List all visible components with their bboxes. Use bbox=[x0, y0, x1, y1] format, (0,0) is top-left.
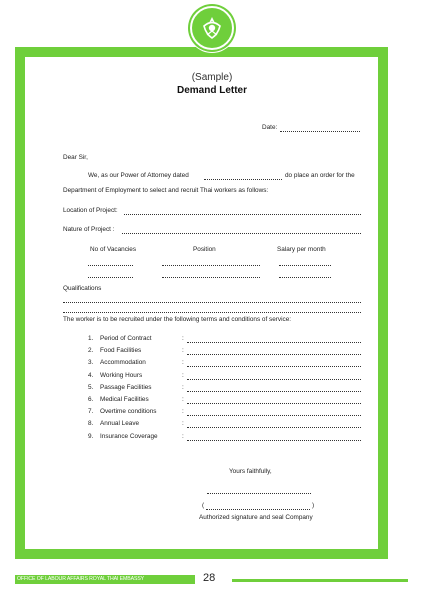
footer-rule bbox=[232, 579, 408, 582]
printed-name-field[interactable] bbox=[206, 509, 310, 510]
term-colon: : bbox=[182, 396, 184, 403]
term-value-field[interactable] bbox=[187, 440, 361, 441]
term-number: 5. bbox=[88, 383, 94, 391]
intro-line1-prefix: We, as our Power of Attorney dated bbox=[88, 172, 189, 179]
position-header: Position bbox=[193, 246, 216, 253]
term-value-field[interactable] bbox=[187, 366, 361, 367]
term-colon: : bbox=[182, 347, 184, 355]
term-colon: : bbox=[182, 371, 184, 379]
term-label: Annual Leave bbox=[100, 420, 140, 428]
page-title: Demand Letter bbox=[176, 85, 247, 96]
date-label: Date: bbox=[262, 124, 278, 131]
nature-label: Nature of Project : bbox=[63, 226, 115, 233]
term-colon: : bbox=[182, 359, 184, 367]
term-label: Accommodation bbox=[100, 359, 146, 367]
position-field-2[interactable] bbox=[162, 277, 260, 278]
term-value-field[interactable] bbox=[187, 403, 361, 404]
salutation: Dear Sir, bbox=[63, 154, 88, 161]
poa-date-field[interactable] bbox=[204, 179, 282, 180]
term-value-field[interactable] bbox=[187, 354, 361, 355]
page-number: 28 bbox=[203, 572, 216, 584]
term-number: 7. bbox=[88, 408, 94, 416]
location-label: Location of Project: bbox=[63, 207, 118, 214]
term-value-field[interactable] bbox=[187, 379, 361, 380]
vacancies-header: No of Vacancies bbox=[90, 246, 137, 253]
term-colon: : bbox=[182, 383, 184, 391]
signature-caption: Authorized signature and seal Company bbox=[199, 514, 313, 521]
name-paren-open: ( bbox=[202, 502, 205, 509]
date-field[interactable] bbox=[280, 131, 360, 132]
name-paren-close: ) bbox=[312, 502, 315, 509]
term-value-field[interactable] bbox=[187, 342, 361, 343]
term-colon: : bbox=[182, 335, 184, 342]
term-colon: : bbox=[182, 408, 184, 416]
valediction: Yours faithfully, bbox=[229, 468, 272, 475]
term-label: Period of Contract bbox=[100, 335, 152, 342]
term-label: Working Hours bbox=[100, 371, 143, 379]
term-number: 9. bbox=[88, 432, 94, 440]
signature-field[interactable] bbox=[207, 493, 311, 494]
salary-field-1[interactable] bbox=[279, 265, 331, 266]
nature-field[interactable] bbox=[122, 233, 361, 234]
location-field[interactable] bbox=[124, 214, 361, 215]
term-value-field[interactable] bbox=[187, 427, 361, 428]
salary-field-2[interactable] bbox=[279, 277, 331, 278]
vacancies-field-1[interactable] bbox=[88, 265, 133, 266]
position-field-1[interactable] bbox=[162, 265, 260, 266]
footer-office-label: OFFICE OF LABOUR AFFAIRS ROYAL THAI EMBASSY bbox=[17, 576, 145, 582]
term-label: Overtime conditions bbox=[100, 408, 157, 416]
intro-line2: Department of Employment to select and recruit Thai workers as follows: bbox=[63, 187, 269, 194]
term-value-field[interactable] bbox=[187, 415, 361, 416]
salary-header: Salary per month bbox=[277, 246, 326, 253]
term-number: 8. bbox=[88, 420, 94, 428]
term-colon: : bbox=[182, 420, 184, 428]
qualifications-label: Qualifications bbox=[63, 285, 102, 292]
term-label: Insurance Coverage bbox=[100, 432, 158, 440]
term-number: 2. bbox=[88, 347, 94, 355]
term-label: Food Facilities bbox=[100, 347, 142, 355]
term-number: 1. bbox=[88, 335, 94, 342]
term-colon: : bbox=[182, 432, 184, 440]
term-label: Passage Facilities bbox=[100, 383, 152, 391]
term-number: 3. bbox=[88, 359, 94, 367]
term-value-field[interactable] bbox=[187, 391, 361, 392]
term-number: 4. bbox=[88, 371, 94, 379]
intro-line1-suffix: do place an order for the bbox=[285, 172, 355, 179]
qualifications-field-2[interactable] bbox=[63, 312, 361, 313]
term-label: Medical Facilities bbox=[100, 396, 149, 403]
term-number: 6. bbox=[88, 396, 94, 403]
qualifications-field-1[interactable] bbox=[63, 302, 361, 303]
vacancies-field-2[interactable] bbox=[88, 277, 133, 278]
terms-intro: The worker is to be recruited under the following terms and conditions of service: bbox=[63, 316, 292, 323]
sample-label: (Sample) bbox=[191, 72, 233, 83]
